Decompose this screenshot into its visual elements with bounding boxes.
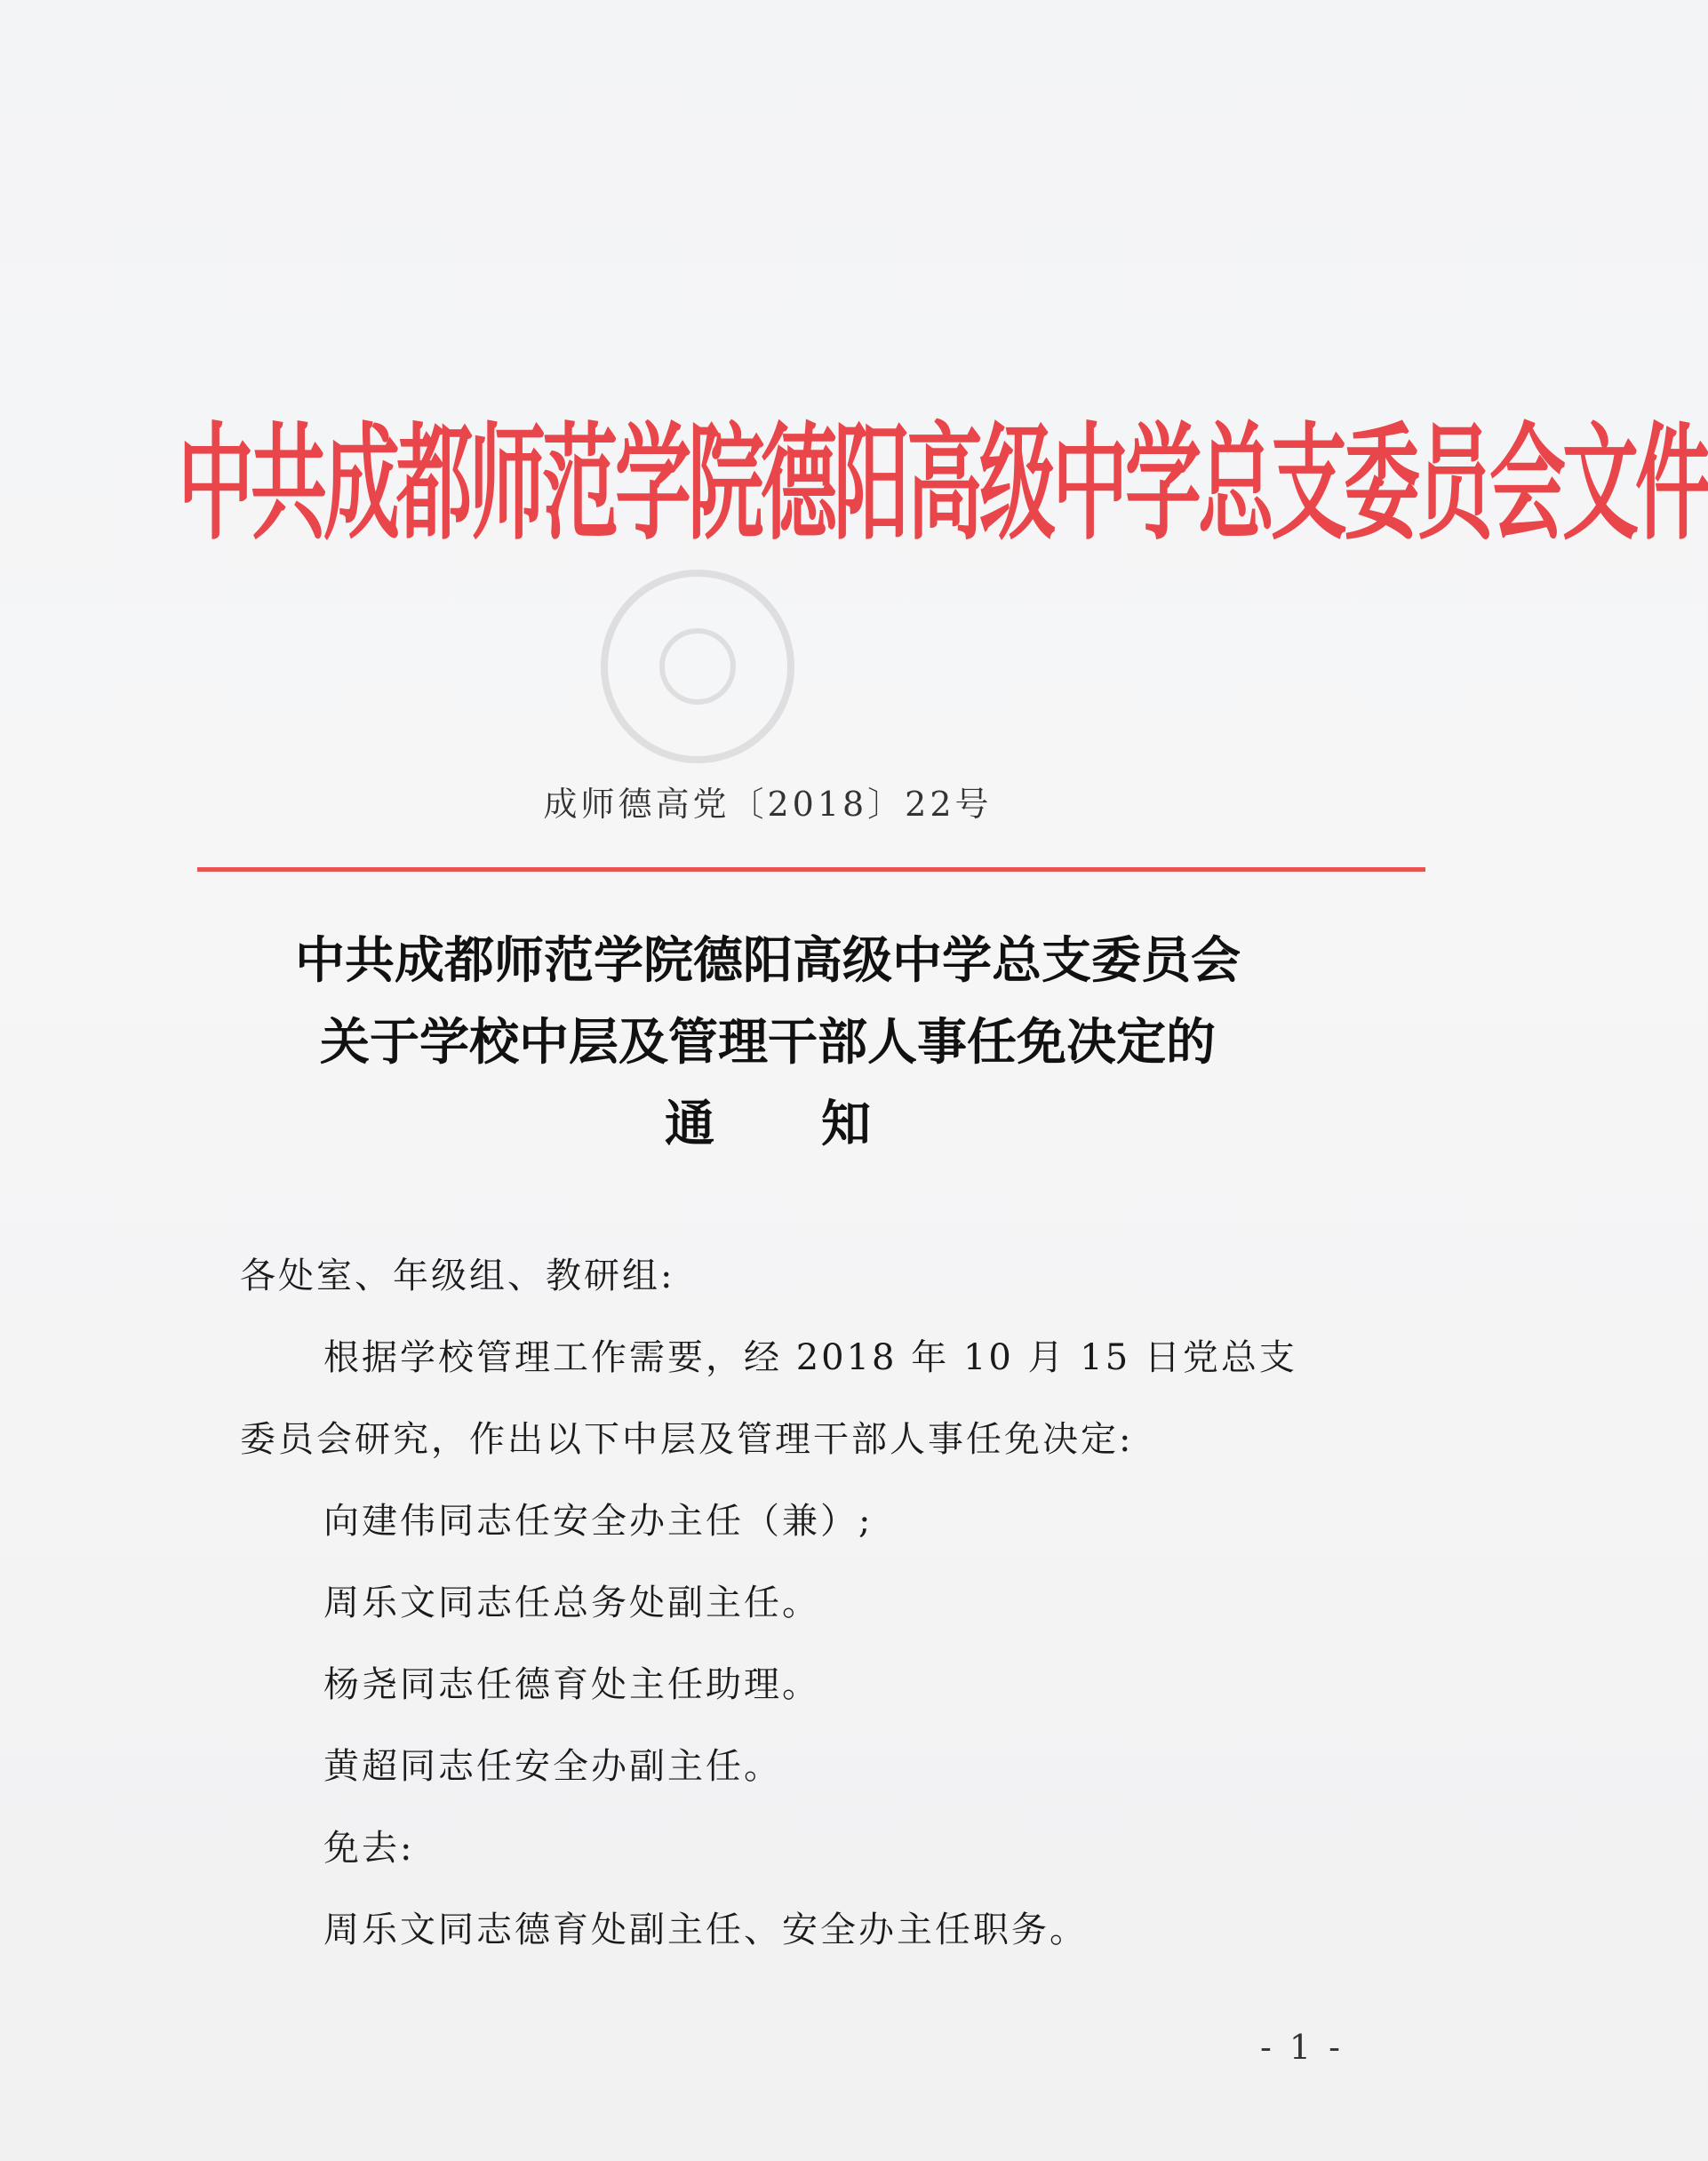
notice-body	[240, 1235, 1342, 1971]
removal-heading: 免去:	[323, 1828, 415, 1869]
appointment-item: 杨尧同志任德育处主任助理。	[323, 1664, 820, 1705]
intro-line-2: 委员会研究，作出以下中层及管理干部人事任免决定:	[240, 1419, 1134, 1460]
title-line-3: 通知	[665, 1095, 978, 1153]
red-letterhead: 中共成都师范学院德阳高级中学总支委员会文件	[178, 410, 1708, 558]
removal-item: 周乐文同志德育处副主任、安全办主任职务。	[323, 1910, 1088, 1950]
page-number: - 1 -	[1260, 2028, 1345, 2067]
intro-line-1: 根据学校管理工作需要，经 2018 年 10 月 15 日党总支	[323, 1337, 1297, 1378]
faint-seal-stamp	[551, 560, 844, 764]
red-divider-line	[197, 867, 1425, 872]
appointment-item: 向建伟同志任安全办主任（兼）;	[323, 1501, 874, 1542]
title-line-2: 关于学校中层及管理干部人事任免决定的	[320, 1013, 1216, 1072]
title-line-1: 中共成都师范学院德阳高级中学总支委员会	[295, 931, 1241, 990]
appointment-item: 黄超同志任安全办副主任。	[323, 1746, 782, 1787]
salutation: 各处室、年级组、教研组:	[240, 1256, 675, 1296]
notice-title	[178, 920, 1358, 1165]
document-number: 成师德高党〔2018〕22号	[543, 785, 993, 824]
appointment-item: 周乐文同志任总务处副主任。	[323, 1583, 820, 1623]
